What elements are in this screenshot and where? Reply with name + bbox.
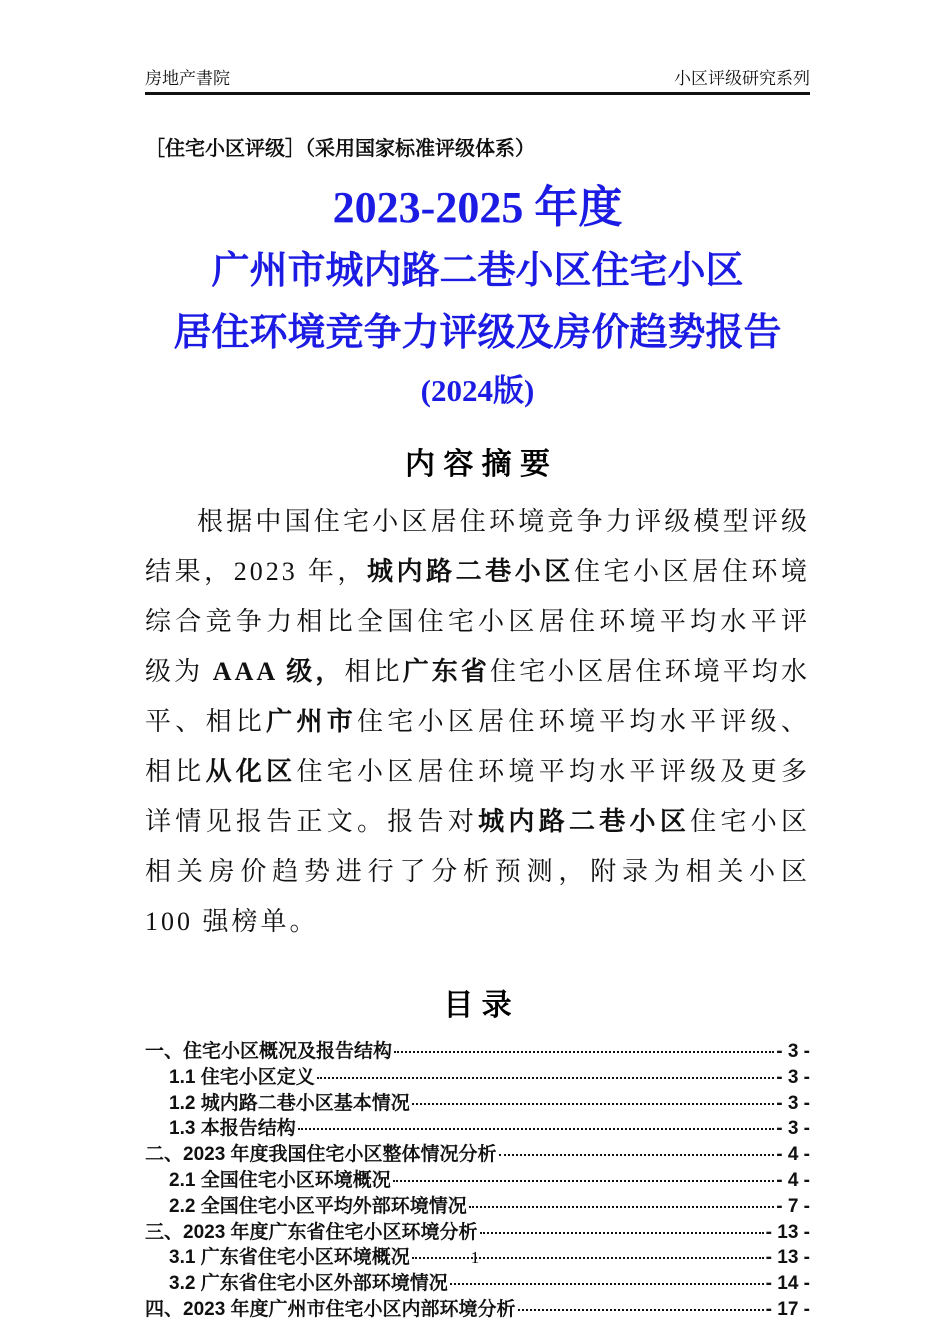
toc-dot-leader [317,1077,775,1079]
toc-entry[interactable] [145,1165,810,1191]
summary-bold-segment: 广州市 [266,707,357,736]
report-title-community: 广州市城内路二巷小区住宅小区 [211,250,744,292]
summary-bold-segment: 城内路二巷小区 [478,807,691,836]
summary-text-segment: 住宅小区居住环境平均水平、相比 [145,657,810,736]
report-title-subject: 居住环境竞争力评级及房价趋势报告 [173,312,782,354]
summary-text-segment: 住宅小区居住环境综合竞争力相比全国住宅小区居住环境平均水平评级为 [145,557,810,686]
toc-entry-page-number: - 3 - [776,1041,810,1062]
toc-dot-leader [393,1180,775,1182]
toc-entry-title: 2.1 全国住宅小区环境概况 [169,1169,391,1191]
toc-dot-leader [499,1154,775,1156]
toc-dot-leader [469,1206,775,1208]
toc-entry[interactable] [145,1268,810,1294]
summary-text-segment: 相比 [344,657,403,686]
toc-entry-title: 1.3 本报告结构 [169,1118,296,1140]
toc-heading: 目 录 [443,989,512,1022]
toc-entry-page-number: - 13 - [765,1247,810,1269]
report-title-years: 2023-2025 年度 [332,183,623,232]
toc-entry-title: 三、2023 年度广东省住宅小区环境分析 [145,1221,478,1243]
toc-entry-page-number: - 14 - [765,1273,810,1295]
toc-dot-leader [394,1051,774,1053]
toc-entry-page-number: - 13 - [765,1221,810,1243]
summary-text-segment: 住宅小区相关房价趋势进行了分析预测，附录为相关小区 100 强榜单。 [145,807,810,936]
toc-entry-title: 1.1 住宅小区定义 [169,1066,315,1088]
toc-entry-page-number: - 4 - [776,1144,810,1166]
header-right-text: 小区评级研究系列 [674,69,810,88]
running-header [145,68,810,90]
summary-bold-segment: 广东省 [402,657,490,686]
summary-text-segment: 根据中国住宅小区居住环境竞争力评级模型评级结果，2023 年， [145,507,810,586]
toc-entry-page-number: - 4 - [776,1169,810,1191]
summary-text-segment: 住宅小区居住环境平均水平评级及更多详情见报告正文。报告对 [145,757,810,836]
toc-entry-page-number: - 3 - [776,1118,810,1140]
report-content [145,136,810,1320]
toc-dot-leader [450,1283,764,1285]
toc-entry[interactable] [145,1088,810,1114]
toc-entry-page-number: - 17 - [765,1298,810,1320]
toc-entry-title: 一、住宅小区概况及报告结构 [145,1041,393,1062]
summary-bold-segment: AAA 级， [212,657,345,686]
toc-list [145,1036,810,1320]
toc-entry-page-number: - 3 - [776,1092,810,1114]
toc-dot-leader [518,1309,764,1311]
toc-entry-title: 3.1 广东省住宅小区环境概况 [169,1247,410,1269]
toc-entry[interactable] [145,1139,810,1165]
toc-dot-leader [298,1128,775,1130]
summary-heading: 内 容 摘 要 [404,448,550,481]
toc-entry-title: 3.2 广东省住宅小区外部环境情况 [169,1273,448,1295]
toc-entry[interactable] [145,1036,810,1062]
page-footer [0,1248,950,1268]
toc-entry-title: 1.2 城内路二巷小区基本情况 [169,1092,410,1114]
toc-entry[interactable] [145,1113,810,1139]
toc-entry-page-number: - 7 - [776,1195,810,1217]
report-edition: (2024版) [420,373,535,408]
toc-entry-title: 2.2 全国住宅小区平均外部环境情况 [169,1195,467,1217]
header-rule [145,92,810,95]
toc-entry[interactable] [145,1191,810,1217]
toc-entry[interactable] [145,1062,810,1088]
summary-paragraph [145,497,810,947]
header-left-text: 房地产書院 [145,69,230,88]
toc-dot-leader [480,1232,764,1234]
summary-text-segment: 住宅小区居住环境平均水平评级、相比 [145,707,810,786]
toc-dot-leader [412,1103,775,1105]
toc-entry[interactable] [145,1294,810,1320]
toc-entry[interactable] [145,1217,810,1243]
page-number: 1 [470,1248,480,1267]
toc-entry-title: 二、2023 年度我国住宅小区整体情况分析 [145,1144,497,1166]
toc-entry-title: 四、2023 年度广州市住宅小区内部环境分析 [145,1298,516,1320]
doc-type-label: ［住宅小区评级］（采用国家标准评级体系） [145,138,535,160]
toc-entry-page-number: - 3 - [776,1066,810,1088]
summary-bold-segment: 从化区 [205,757,297,786]
summary-bold-segment: 城内路二巷小区 [366,557,574,586]
